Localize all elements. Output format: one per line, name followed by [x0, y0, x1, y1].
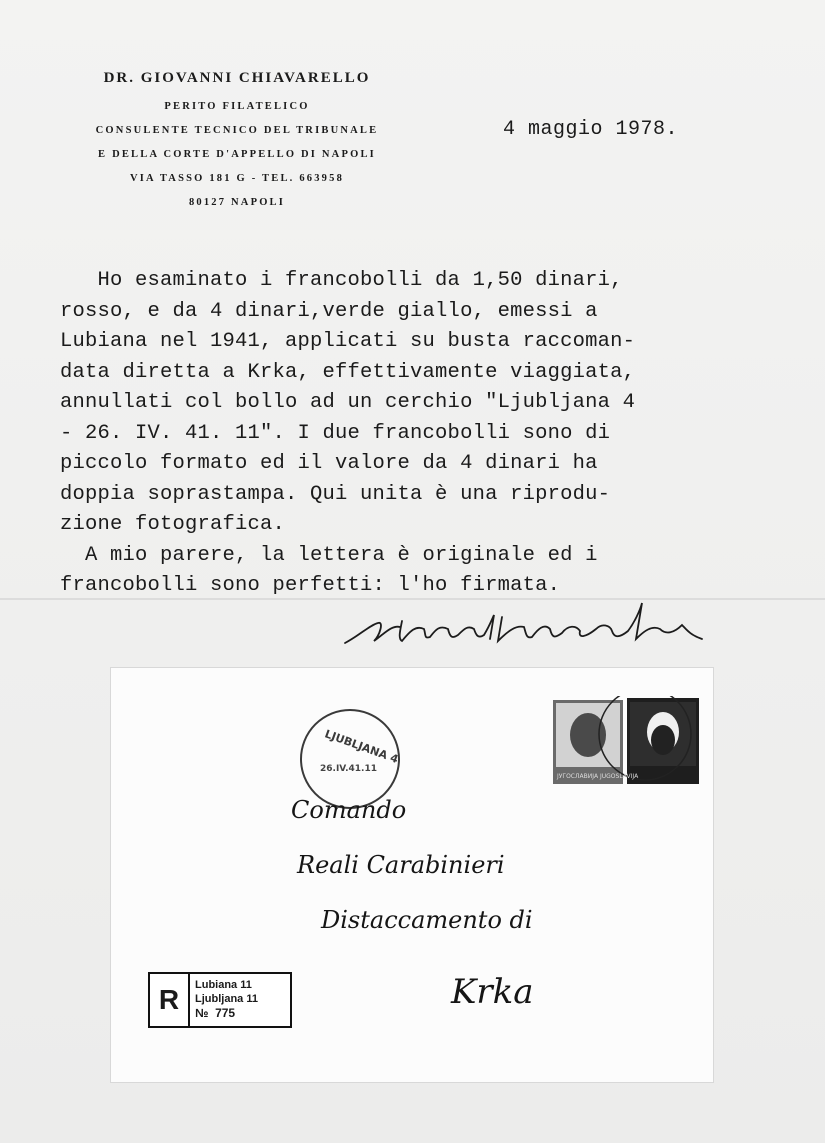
certificate-body — [60, 266, 780, 602]
envelope-photo — [111, 668, 713, 1082]
postage-stamps — [553, 696, 703, 786]
address-line-1: Comando — [291, 796, 407, 824]
address-line-3: Distaccamento di — [321, 906, 533, 934]
address-line-2: Reali Carabinieri — [297, 851, 505, 879]
letterhead-court: E DELLA CORTE D'APPELLO DI NAPOLI — [98, 149, 376, 160]
letterhead-title: PERITO FILATELICO — [164, 101, 310, 112]
registration-line-2: Ljubljana 11 — [195, 993, 258, 1005]
body-line: zione fotografica. — [60, 513, 286, 536]
stamp-inscription: JУГОСЛАВИЈА JUGOSLAVIJA — [557, 773, 639, 780]
body-line: annullati col bollo ad un cerchio "Ljubljana 4 — [60, 391, 636, 414]
registration-number-prefix: № — [195, 1006, 209, 1020]
registration-label — [148, 972, 292, 1028]
letterhead-city: 80127 NAPOLI — [188, 197, 286, 208]
body-line: doppia soprastampa. Qui unita è una riprodu- — [60, 482, 611, 506]
registration-line-1: Lubiana 11 — [195, 979, 252, 991]
postmark-date: 26.IV.41.11 — [320, 764, 377, 774]
registration-info — [188, 974, 290, 1026]
body-line: data diretta a Krka, effettivamente viaggiata, — [60, 360, 636, 384]
body-line: francobolli sono perfetti: l'ho firmata. — [60, 574, 561, 597]
body-line: rosso, e da 4 dinari,verde giallo, emessi a — [60, 299, 598, 323]
body-line: Lubiana nel 1941, applicati su busta raccoman- — [60, 330, 636, 353]
letterhead-name: DR. GIOVANNI CHIAVARELLO — [103, 70, 371, 86]
letterhead — [72, 70, 402, 215]
letterhead-role: CONSULENTE TECNICO DEL TRIBUNALE — [95, 125, 379, 136]
registration-letter: R — [158, 984, 180, 1015]
body-line: Ho esaminato i francobolli da 1,50 dinari, — [60, 269, 623, 292]
address-line-4: Krka — [451, 972, 534, 1012]
handwritten-signature — [340, 595, 710, 665]
registration-number: 775 — [215, 1006, 236, 1020]
body-line: - 26. IV. 41. 11". I due francobolli sono di — [60, 421, 611, 445]
body-line: A mio parere, la lettera è originale ed i — [60, 543, 598, 567]
certificate-date: 4 maggio 1978. — [503, 118, 679, 141]
registration-number-row — [195, 1006, 290, 1020]
letterhead-address: VIA TASSO 181 G - TEL. 663958 — [129, 173, 345, 184]
body-line: piccolo formato ed il valore da 4 dinari ha — [60, 452, 598, 475]
postmark-city: LJUBLJANA 4 — [323, 727, 401, 767]
